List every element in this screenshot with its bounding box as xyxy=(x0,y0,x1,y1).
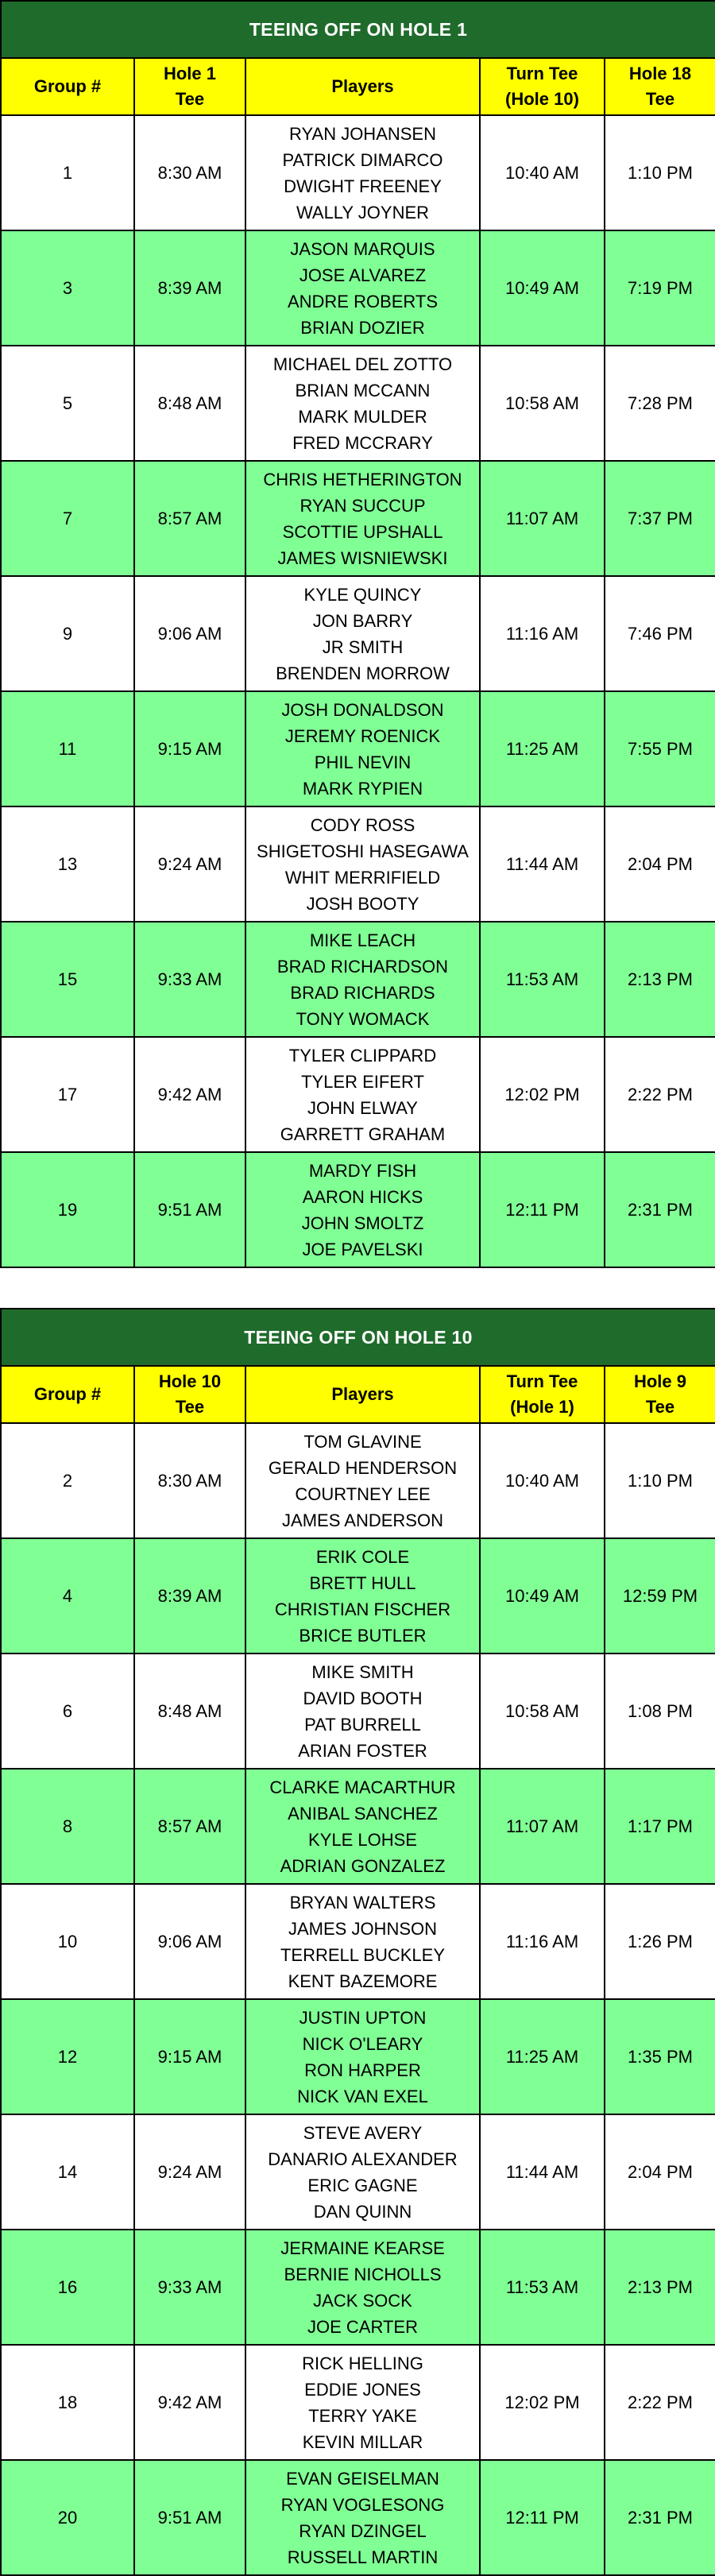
table-row xyxy=(1,461,715,576)
player-name: GERALD HENDERSON xyxy=(268,1457,458,1478)
table-row xyxy=(1,2114,715,2230)
group-number: 6 xyxy=(1,1654,134,1769)
table-row xyxy=(1,2230,715,2345)
turn-tee-time: 10:40 AM xyxy=(480,115,605,230)
finish-tee-time: 2:13 PM xyxy=(605,2230,715,2345)
player-name: JEREMY ROENICK xyxy=(284,725,441,746)
players-cell xyxy=(245,230,480,346)
turn-tee-time: 10:40 AM xyxy=(480,1423,605,1538)
group-number: 11 xyxy=(1,691,134,806)
players-cell xyxy=(245,1769,480,1884)
player-name: WHIT MERRIFIELD xyxy=(284,867,441,888)
player-name: BRICE BUTLER xyxy=(299,1625,427,1646)
tee-time: 8:57 AM xyxy=(134,461,245,576)
column-header xyxy=(134,1366,245,1423)
finish-tee-time: 7:37 PM xyxy=(605,461,715,576)
table-row xyxy=(1,1538,715,1654)
table-row xyxy=(1,1152,715,1267)
column-header xyxy=(605,58,715,115)
finish-tee-time: 1:26 PM xyxy=(605,1884,715,1999)
player-name: BRIAN MCCANN xyxy=(295,380,431,400)
turn-tee-time: 12:11 PM xyxy=(480,2460,605,2575)
players-cell xyxy=(245,2114,480,2230)
group-number: 16 xyxy=(1,2230,134,2345)
player-name: MICHAEL DEL ZOTTO xyxy=(272,354,453,374)
turn-tee-time: 12:02 PM xyxy=(480,2345,605,2460)
player-name: TERRY YAKE xyxy=(308,2405,417,2426)
player-name: TERRELL BUCKLEY xyxy=(280,1944,446,1965)
finish-tee-time: 2:31 PM xyxy=(605,2460,715,2575)
header-row xyxy=(1,58,715,115)
player-name: BRIAN DOZIER xyxy=(300,317,425,338)
finish-tee-time: 2:22 PM xyxy=(605,1037,715,1152)
turn-tee-time: 12:02 PM xyxy=(480,1037,605,1152)
turn-tee-time: 11:16 AM xyxy=(480,576,605,691)
player-name: COURTNEY LEE xyxy=(295,1483,431,1504)
players-cell xyxy=(245,1999,480,2114)
player-name: RYAN SUCCUP xyxy=(300,495,426,516)
player-name: SCOTTIE UPSHALL xyxy=(282,521,443,542)
tee-time: 9:42 AM xyxy=(134,1037,245,1152)
player-name: NICK O'LEARY xyxy=(302,2033,423,2054)
player-name: KYLE LOHSE xyxy=(308,1829,417,1850)
finish-tee-time: 1:35 PM xyxy=(605,1999,715,2114)
player-name: JOSH DONALDSON xyxy=(281,699,444,720)
column-header-line: Tee xyxy=(645,1397,675,1417)
player-name: JOHN ELWAY xyxy=(307,1097,418,1118)
player-name: ARIAN FOSTER xyxy=(298,1740,427,1761)
tee-time: 9:15 AM xyxy=(134,1999,245,2114)
player-name: TYLER CLIPPARD xyxy=(288,1045,437,1066)
tee-time: 9:33 AM xyxy=(134,2230,245,2345)
group-number: 17 xyxy=(1,1037,134,1152)
section-title: TEEING OFF ON HOLE 1 xyxy=(1,1,715,58)
group-number: 4 xyxy=(1,1538,134,1654)
tee-time: 8:30 AM xyxy=(134,1423,245,1538)
table-row xyxy=(1,2345,715,2460)
column-header xyxy=(134,58,245,115)
player-name: KEVIN MILLAR xyxy=(302,2431,423,2452)
player-name: RON HARPER xyxy=(304,2060,421,2080)
column-header-line: Group # xyxy=(33,1384,102,1404)
group-number: 15 xyxy=(1,922,134,1037)
player-name: FRED MCCRARY xyxy=(292,432,433,453)
turn-tee-time: 12:11 PM xyxy=(480,1152,605,1267)
player-name: NICK VAN EXEL xyxy=(297,2086,428,2106)
player-name: JON BARRY xyxy=(312,610,413,631)
player-name: SHIGETOSHI HASEGAWA xyxy=(257,841,469,861)
table-row xyxy=(1,691,715,806)
group-number: 1 xyxy=(1,115,134,230)
tee-time: 9:15 AM xyxy=(134,691,245,806)
player-name: STEVE AVERY xyxy=(303,2122,423,2143)
column-header xyxy=(480,58,605,115)
players-cell xyxy=(245,1037,480,1152)
players-cell xyxy=(245,461,480,576)
player-name: ANIBAL SANCHEZ xyxy=(288,1803,438,1824)
column-header xyxy=(480,1366,605,1423)
column-header-line: Hole 18 xyxy=(628,64,692,83)
finish-tee-time: 2:04 PM xyxy=(605,2114,715,2230)
players-cell xyxy=(245,2460,480,2575)
column-header-line: Players xyxy=(331,1384,394,1404)
tee-time: 8:48 AM xyxy=(134,346,245,461)
player-name: EVAN GEISELMAN xyxy=(286,2468,439,2489)
column-header-line: Group # xyxy=(33,76,102,96)
players-cell xyxy=(245,922,480,1037)
player-name: BRAD RICHARDSON xyxy=(276,956,449,977)
players-cell xyxy=(245,1538,480,1654)
column-header xyxy=(1,58,134,115)
players-cell xyxy=(245,2345,480,2460)
player-name: MIKE LEACH xyxy=(309,930,416,950)
player-name: PHIL NEVIN xyxy=(314,752,412,772)
column-header-line: Turn Tee xyxy=(506,64,578,83)
column-header-line: (Hole 10) xyxy=(505,89,579,109)
column-header-line: Hole 9 xyxy=(633,1371,687,1391)
group-number: 13 xyxy=(1,806,134,922)
player-name: TONY WOMACK xyxy=(296,1008,430,1029)
table-row xyxy=(1,1037,715,1152)
group-number: 3 xyxy=(1,230,134,346)
player-name: JR SMITH xyxy=(322,636,404,657)
player-name: CODY ROSS xyxy=(310,814,415,835)
column-header xyxy=(245,1366,480,1423)
turn-tee-time: 10:49 AM xyxy=(480,230,605,346)
player-name: JACK SOCK xyxy=(313,2290,412,2311)
player-name: JAMES WISNIEWSKI xyxy=(277,547,448,568)
group-number: 5 xyxy=(1,346,134,461)
turn-tee-time: 11:07 AM xyxy=(480,1769,605,1884)
turn-tee-time: 10:49 AM xyxy=(480,1538,605,1654)
player-name: PAT BURRELL xyxy=(304,1714,421,1735)
tee-time: 8:48 AM xyxy=(134,1654,245,1769)
player-name: GARRETT GRAHAM xyxy=(280,1124,446,1144)
turn-tee-time: 11:25 AM xyxy=(480,691,605,806)
player-name: DANARIO ALEXANDER xyxy=(268,2149,458,2169)
player-name: MARK RYPIEN xyxy=(302,778,423,799)
player-name: DAN QUINN xyxy=(313,2201,412,2222)
group-number: 7 xyxy=(1,461,134,576)
tee-time: 9:24 AM xyxy=(134,806,245,922)
player-name: BRENDEN MORROW xyxy=(276,663,450,683)
player-name: TYLER EIFERT xyxy=(301,1071,424,1092)
table-row xyxy=(1,346,715,461)
tee-time: 9:06 AM xyxy=(134,1884,245,1999)
tee-time: 8:39 AM xyxy=(134,1538,245,1654)
group-number: 8 xyxy=(1,1769,134,1884)
finish-tee-time: 1:10 PM xyxy=(605,115,715,230)
finish-tee-time: 2:04 PM xyxy=(605,806,715,922)
column-header xyxy=(245,58,480,115)
player-name: CLARKE MACARTHUR xyxy=(269,1777,456,1797)
table-row xyxy=(1,922,715,1037)
finish-tee-time: 1:17 PM xyxy=(605,1769,715,1884)
group-number: 2 xyxy=(1,1423,134,1538)
schedule-table xyxy=(0,0,715,1268)
player-name: ERIK COLE xyxy=(315,1546,410,1567)
column-header-line: Hole 1 xyxy=(163,64,217,83)
group-number: 14 xyxy=(1,2114,134,2230)
table-row xyxy=(1,230,715,346)
player-name: BERNIE NICHOLLS xyxy=(284,2264,442,2284)
players-cell xyxy=(245,576,480,691)
group-number: 18 xyxy=(1,2345,134,2460)
turn-tee-time: 11:25 AM xyxy=(480,1999,605,2114)
tee-time: 9:51 AM xyxy=(134,2460,245,2575)
tee-time: 9:33 AM xyxy=(134,922,245,1037)
table-row xyxy=(1,576,715,691)
player-name: CHRISTIAN FISCHER xyxy=(274,1599,451,1619)
player-name: JOE CARTER xyxy=(307,2316,418,2337)
schedule-table xyxy=(0,1308,715,2576)
turn-tee-time: 11:53 AM xyxy=(480,2230,605,2345)
group-number: 10 xyxy=(1,1884,134,1999)
turn-tee-time: 11:07 AM xyxy=(480,461,605,576)
table-row xyxy=(1,1423,715,1538)
player-name: RUSSELL MARTIN xyxy=(287,2547,439,2567)
player-name: MIKE SMITH xyxy=(311,1661,414,1682)
player-name: MARDY FISH xyxy=(308,1160,417,1181)
player-name: BRETT HULL xyxy=(309,1572,416,1593)
column-header-line: (Hole 1) xyxy=(510,1397,574,1417)
player-name: MARK MULDER xyxy=(298,406,427,427)
player-name: JASON MARQUIS xyxy=(290,238,435,259)
finish-tee-time: 2:22 PM xyxy=(605,2345,715,2460)
turn-tee-time: 11:53 AM xyxy=(480,922,605,1037)
player-name: JUSTIN UPTON xyxy=(299,2007,427,2028)
player-name: BRYAN WALTERS xyxy=(289,1892,436,1913)
player-name: KENT BAZEMORE xyxy=(288,1971,438,1991)
player-name: WALLY JOYNER xyxy=(296,202,430,222)
player-name: PATRICK DIMARCO xyxy=(282,149,443,170)
players-cell xyxy=(245,1654,480,1769)
table-row xyxy=(1,1999,715,2114)
player-name: RYAN DZINGEL xyxy=(299,2520,427,2541)
turn-tee-time: 10:58 AM xyxy=(480,346,605,461)
finish-tee-time: 7:46 PM xyxy=(605,576,715,691)
table-row xyxy=(1,806,715,922)
player-name: JAMES ANDERSON xyxy=(282,1510,443,1530)
player-name: ERIC GAGNE xyxy=(307,2175,418,2195)
player-name: EDDIE JONES xyxy=(304,2379,421,2400)
player-name: JOE PAVELSKI xyxy=(302,1239,423,1259)
player-name: DWIGHT FREENEY xyxy=(284,176,442,196)
player-name: BRAD RICHARDS xyxy=(290,982,435,1003)
finish-tee-time: 2:31 PM xyxy=(605,1152,715,1267)
player-name: JOSE ALVAREZ xyxy=(299,265,427,285)
column-header-line: Tee xyxy=(645,89,675,109)
turn-tee-time: 11:16 AM xyxy=(480,1884,605,1999)
column-header-line: Hole 10 xyxy=(158,1371,222,1391)
tee-time: 9:42 AM xyxy=(134,2345,245,2460)
player-name: AARON HICKS xyxy=(302,1186,423,1207)
section-title-row xyxy=(1,1309,715,1366)
column-header xyxy=(605,1366,715,1423)
turn-tee-time: 11:44 AM xyxy=(480,2114,605,2230)
players-cell xyxy=(245,691,480,806)
turn-tee-time: 10:58 AM xyxy=(480,1654,605,1769)
header-row xyxy=(1,1366,715,1423)
finish-tee-time: 1:10 PM xyxy=(605,1423,715,1538)
tee-time: 8:57 AM xyxy=(134,1769,245,1884)
player-name: JOSH BOOTY xyxy=(306,893,419,914)
tee-time: 8:39 AM xyxy=(134,230,245,346)
player-name: JAMES JOHNSON xyxy=(288,1918,438,1939)
finish-tee-time: 1:08 PM xyxy=(605,1654,715,1769)
table-row xyxy=(1,115,715,230)
players-cell xyxy=(245,1423,480,1538)
player-name: JOHN SMOLTZ xyxy=(301,1213,424,1233)
column-header-line: Tee xyxy=(175,1397,205,1417)
tee-time: 8:30 AM xyxy=(134,115,245,230)
tee-time: 9:51 AM xyxy=(134,1152,245,1267)
player-name: ADRIAN GONZALEZ xyxy=(280,1855,446,1876)
finish-tee-time: 7:19 PM xyxy=(605,230,715,346)
tee-time: 9:24 AM xyxy=(134,2114,245,2230)
section-title: TEEING OFF ON HOLE 10 xyxy=(1,1309,715,1366)
player-name: KYLE QUINCY xyxy=(303,584,422,605)
players-cell xyxy=(245,346,480,461)
players-cell xyxy=(245,1152,480,1267)
table-row xyxy=(1,1884,715,1999)
tee-time: 9:06 AM xyxy=(134,576,245,691)
players-cell xyxy=(245,806,480,922)
group-number: 9 xyxy=(1,576,134,691)
player-name: RYAN JOHANSEN xyxy=(288,123,436,144)
player-name: TOM GLAVINE xyxy=(303,1431,422,1452)
finish-tee-time: 2:13 PM xyxy=(605,922,715,1037)
table-row xyxy=(1,2460,715,2575)
group-number: 12 xyxy=(1,1999,134,2114)
group-number: 20 xyxy=(1,2460,134,2575)
finish-tee-time: 12:59 PM xyxy=(605,1538,715,1654)
finish-tee-time: 7:55 PM xyxy=(605,691,715,806)
players-cell xyxy=(245,115,480,230)
column-header-line: Tee xyxy=(175,89,205,109)
column-header-line: Turn Tee xyxy=(506,1371,578,1391)
finish-tee-time: 7:28 PM xyxy=(605,346,715,461)
player-name: RICK HELLING xyxy=(302,2353,423,2373)
table-row xyxy=(1,1769,715,1884)
players-cell xyxy=(245,2230,480,2345)
player-name: RYAN VOGLESONG xyxy=(280,2494,445,2515)
player-name: ANDRE ROBERTS xyxy=(287,291,439,311)
section-title-row xyxy=(1,1,715,58)
group-number: 19 xyxy=(1,1152,134,1267)
player-name: CHRIS HETHERINGTON xyxy=(263,469,462,489)
player-name: JERMAINE KEARSE xyxy=(280,2238,445,2258)
players-cell xyxy=(245,1884,480,1999)
turn-tee-time: 11:44 AM xyxy=(480,806,605,922)
column-header xyxy=(1,1366,134,1423)
section-spacer xyxy=(0,1268,715,1308)
player-name: DAVID BOOTH xyxy=(303,1688,423,1708)
table-row xyxy=(1,1654,715,1769)
column-header-line: Players xyxy=(331,76,394,96)
